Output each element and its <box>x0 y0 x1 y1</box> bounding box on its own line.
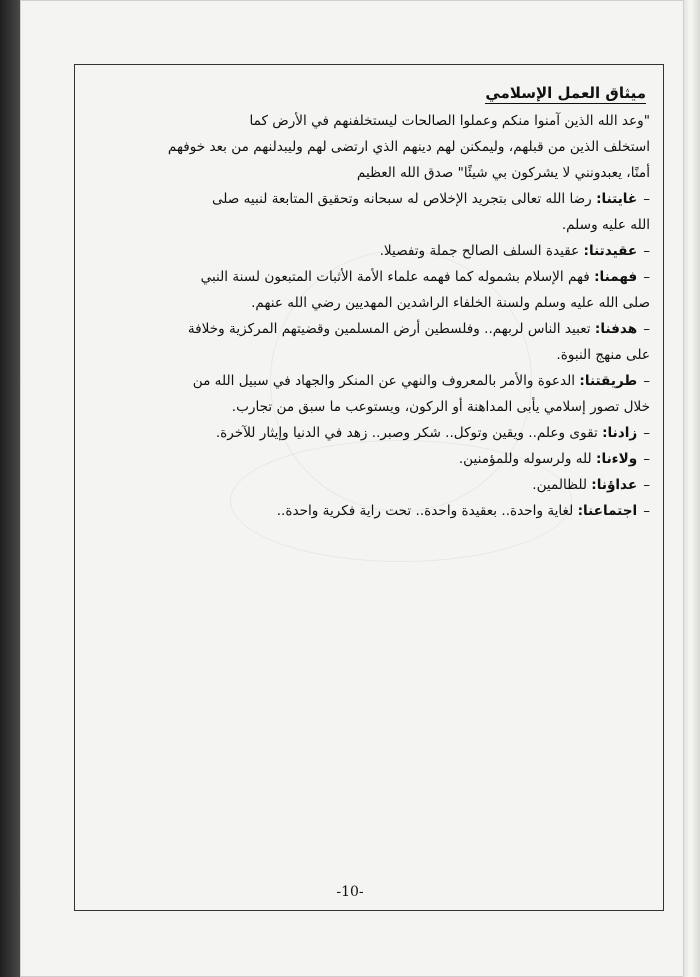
list-item-method: –طريقتنا: الدعوة والأمر بالمعروف والنهي عن المنكر والجهاد في سبيل الله من <box>192 373 650 389</box>
item-term: طريقتنا: <box>579 373 638 389</box>
verse-line-1: "وعد الله الذين آمنوا منكم وعملوا الصالحات ليستخلفنهم في الأرض كما <box>249 113 650 129</box>
document-title: ميثاق العمل الإسلامي <box>485 84 646 102</box>
list-item-aim: –هدفنا: تعبيد الناس لربهم.. وفلسطين أرض المسلمين وقضيتهم المركزية وخلافة <box>187 321 650 337</box>
binding-shadow <box>0 0 20 977</box>
item-text: الدعوة والأمر بالمعروف والنهي عن المنكر والجهاد في سبيل الله من <box>192 373 576 389</box>
list-item-creed: –عقيدتنا: عقيدة السلف الصالح جملة وتفصيلا. <box>379 243 650 259</box>
list-item-method-cont: خلال تصور إسلامي يأبى المداهنة أو الركون، ويستوعب ما سبق من تجارب. <box>231 399 650 415</box>
list-item-goal: –غايتنا: رضا الله تعالى بتجريد الإخلاص له سبحانه وتحقيق المتابعة لنبيه صلى <box>211 191 650 207</box>
page-number: -10- <box>336 884 364 900</box>
list-item-loyalty: –ولاءنا: لله ولرسوله وللمؤمنين. <box>458 451 650 467</box>
list-item-understanding: –فهمنا: فهم الإسلام بشموله كما فهمه علماء الأمة الأثبات المتبعون لسنة النبي <box>200 269 650 285</box>
item-text: لغاية واحدة.. بعقيدة واحدة.. تحت راية فكرية واحدة.. <box>276 503 574 519</box>
item-term: غايتنا: <box>596 191 638 207</box>
list-item-provision: –زادنا: تقوى وعلم.. ويقين وتوكل.. شكر وصبر.. زهد في الدنيا وإيثار للآخرة. <box>215 425 650 441</box>
item-term: اجتماعنا: <box>577 503 638 519</box>
item-term: فهمنا: <box>594 269 638 285</box>
list-item-goal-cont: الله عليه وسلم. <box>561 217 650 233</box>
verse-line-3: أمنًا، يعبدونني لا يشركون بي شيئًا" صدق الله العظيم <box>356 165 650 181</box>
list-item-understanding-cont: صلى الله عليه وسلم ولسنة الخلفاء الراشدين المهديين رضي الله عنهم. <box>251 295 650 311</box>
item-term: عقيدتنا: <box>583 243 638 259</box>
item-text: لله ولرسوله وللمؤمنين. <box>458 451 592 467</box>
list-item-aim-cont: على منهج النبوة. <box>556 347 650 363</box>
list-item-enmity: –عداؤنا: للظالمين. <box>532 477 650 493</box>
item-text: للظالمين. <box>532 477 587 493</box>
item-term: عداؤنا: <box>591 477 638 493</box>
list-item-gathering: –اجتماعنا: لغاية واحدة.. بعقيدة واحدة.. تحت راية فكرية واحدة.. <box>276 503 650 519</box>
item-term: زادنا: <box>602 425 638 441</box>
item-text: تقوى وعلم.. ويقين وتوكل.. شكر وصبر.. زهد في الدنيا وإيثار للآخرة. <box>215 425 598 441</box>
page-edge <box>684 0 700 977</box>
item-text: تعبيد الناس لربهم.. وفلسطين أرض المسلمين وقضيتهم المركزية وخلافة <box>187 321 591 337</box>
document-body <box>84 78 650 524</box>
item-text: فهم الإسلام بشموله كما فهمه علماء الأمة الأثبات المتبعون لسنة النبي <box>200 269 590 285</box>
item-term: هدفنا: <box>594 321 638 337</box>
item-text: رضا الله تعالى بتجريد الإخلاص له سبحانه وتحقيق المتابعة لنبيه صلى <box>211 191 592 207</box>
verse-line-2: استخلف الذين من قبلهم، وليمكنن لهم دينهم الذي ارتضى لهم وليبدلنهم من بعد خوفهم <box>167 139 650 155</box>
item-term: ولاءنا: <box>596 451 638 467</box>
item-text: عقيدة السلف الصالح جملة وتفصيلا. <box>379 243 580 259</box>
